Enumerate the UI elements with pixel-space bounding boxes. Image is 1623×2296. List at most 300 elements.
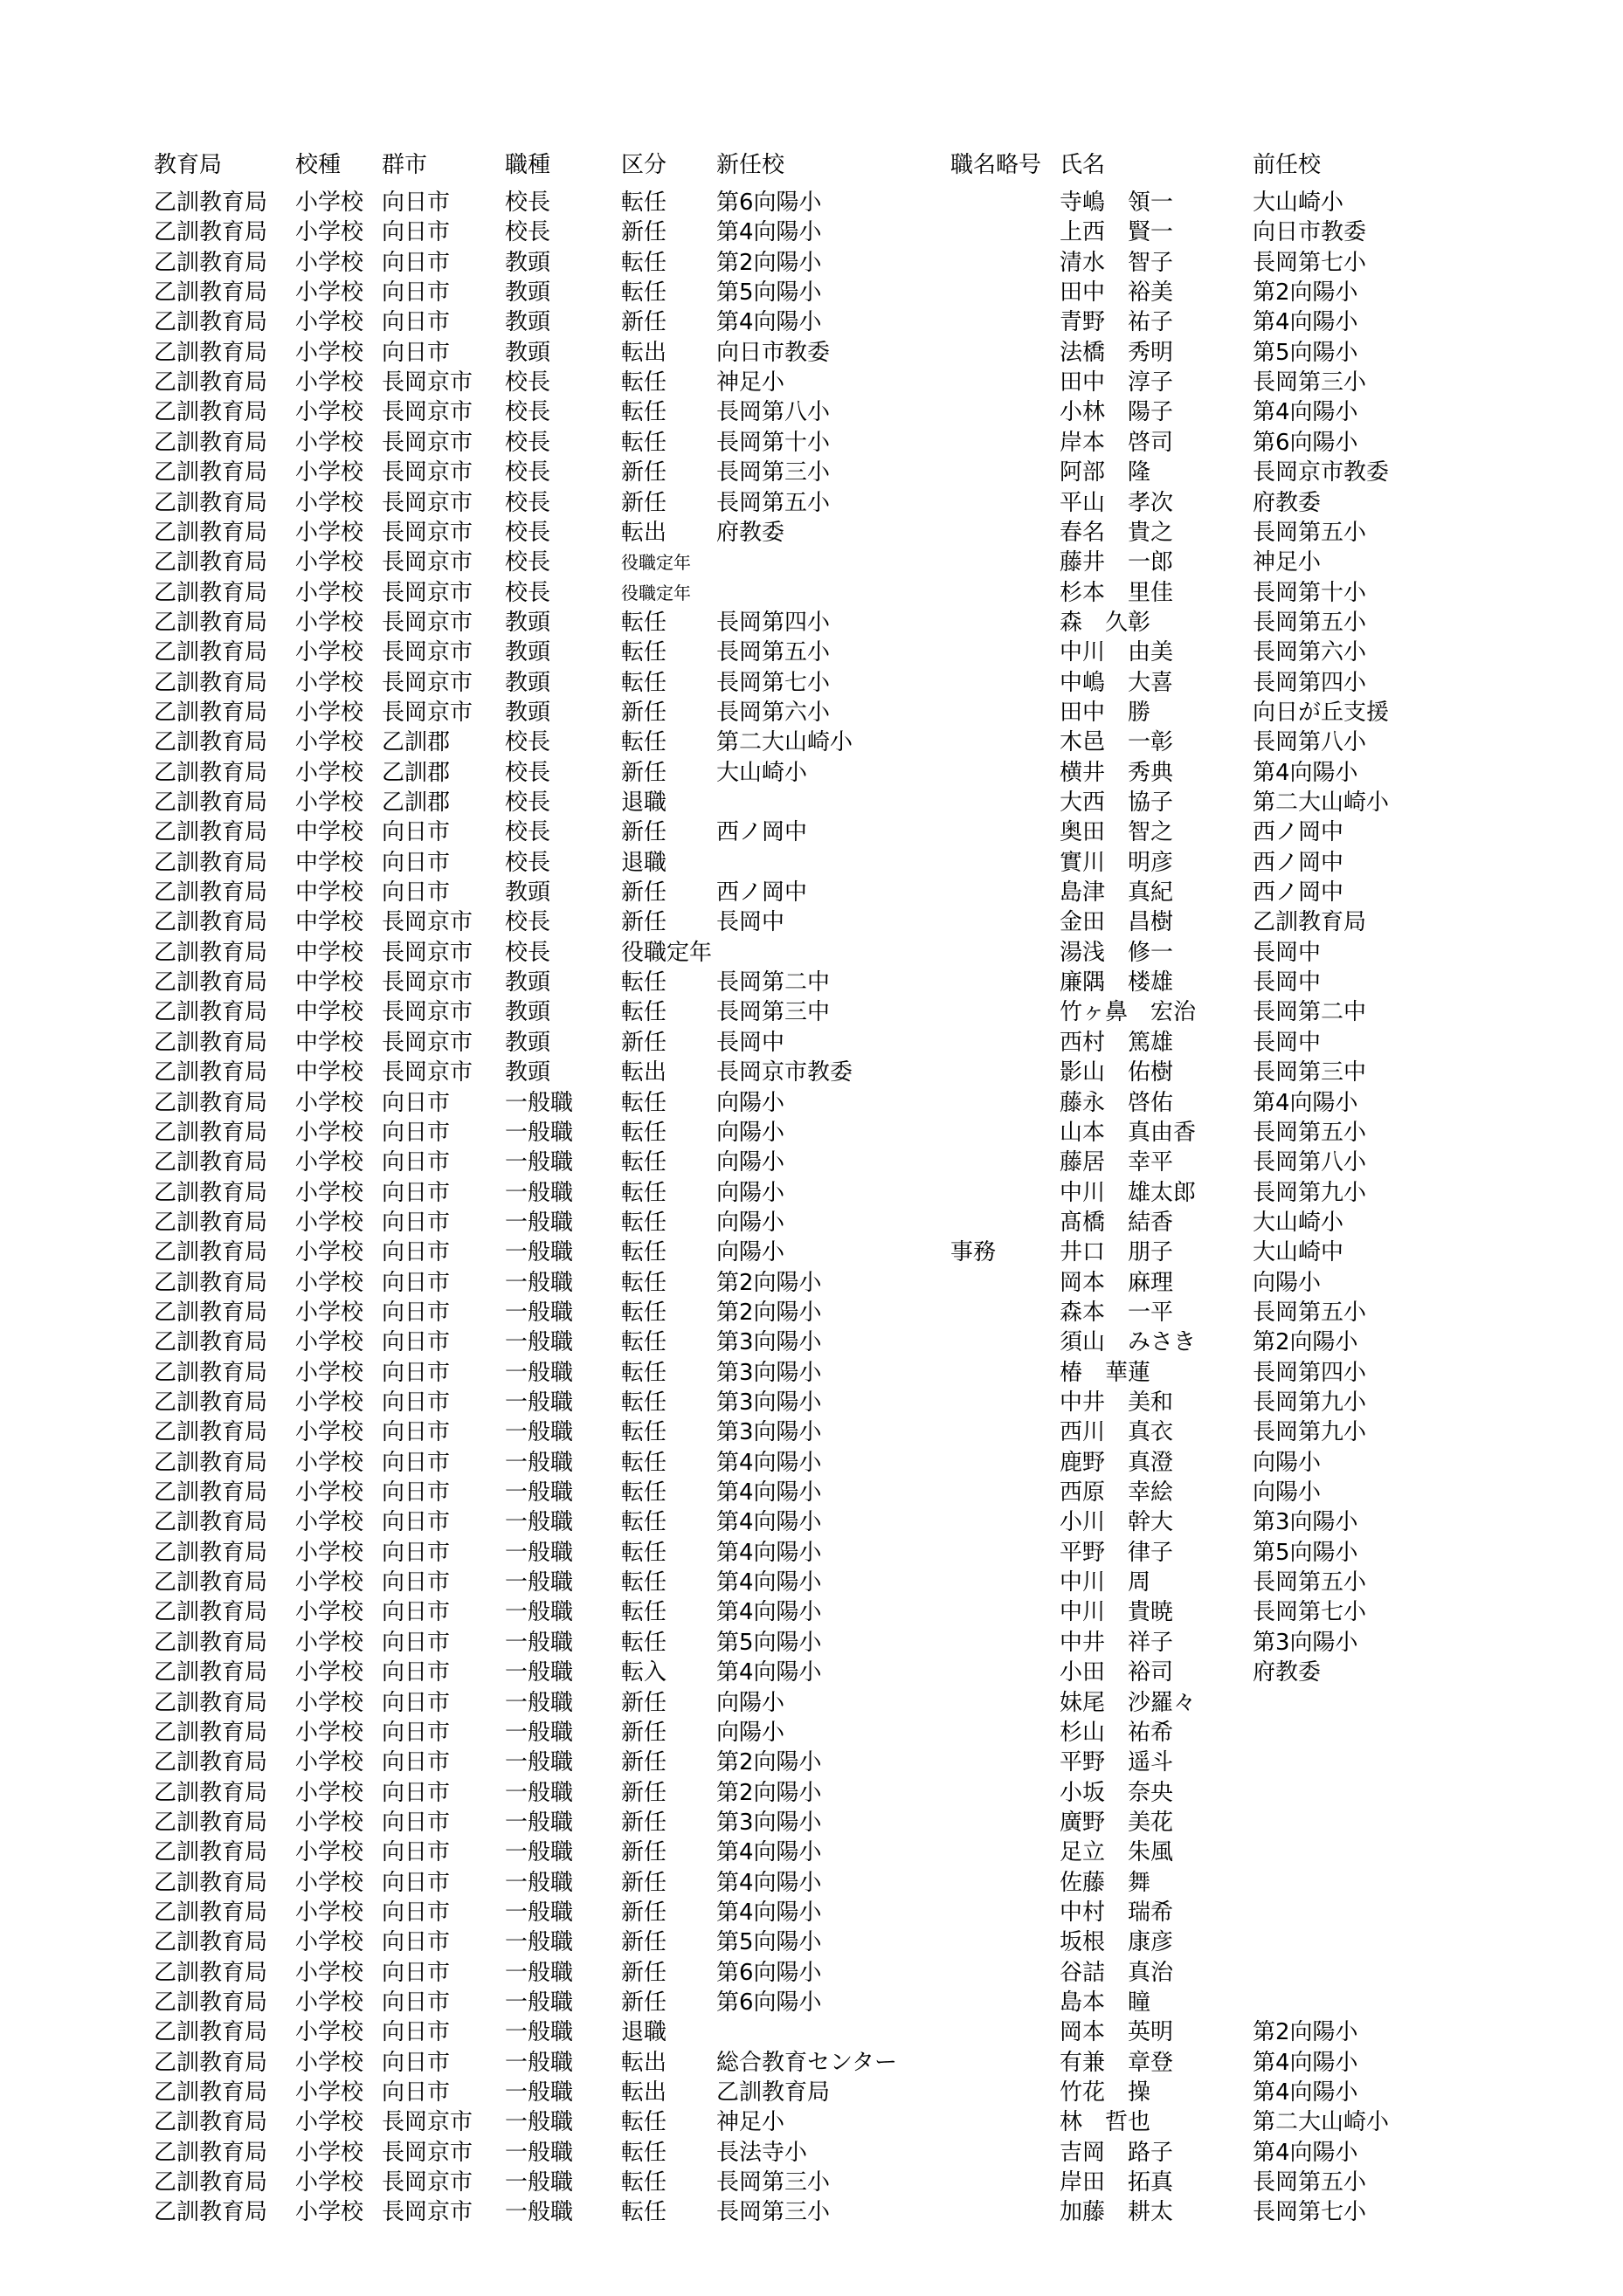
- col-name: 湯浅 修一: [1060, 940, 1174, 966]
- table-row: [0, 1088, 1623, 1118]
- col-previous-school: 長岡第五小: [1253, 1569, 1367, 1596]
- col-bureau: 乙訓教育局: [154, 909, 268, 935]
- col-previous-school: 第5向陽小: [1253, 340, 1358, 366]
- col-name: 吉岡 路子: [1060, 2140, 1174, 2166]
- col-bureau: 乙訓教育局: [154, 1659, 268, 1686]
- col-category: 転任: [621, 1149, 667, 1176]
- header-col-name: 氏名: [1060, 152, 1106, 178]
- col-bureau: 乙訓教育局: [154, 789, 268, 816]
- col-name: 山本 真由香: [1060, 1120, 1197, 1146]
- col-name: 春名 貴之: [1060, 520, 1174, 546]
- col-previous-school: 第二大山崎小: [1253, 2109, 1390, 2135]
- col-position: 一般職: [505, 2079, 574, 2106]
- col-school-type: 小学校: [295, 1720, 364, 1746]
- col-category: 転任: [621, 999, 667, 1025]
- col-category: 転出: [621, 520, 667, 546]
- col-position: 教頭: [505, 279, 551, 306]
- col-new-school: 第5向陽小: [716, 1929, 822, 1955]
- header-col-title-abbr: 職名略号: [950, 152, 1042, 178]
- col-school-type: 小学校: [295, 490, 364, 516]
- col-school-type: 小学校: [295, 549, 364, 576]
- col-previous-school: 長岡第五小: [1253, 520, 1367, 546]
- col-school-type: 小学校: [295, 1690, 364, 1716]
- table-row: [0, 1058, 1623, 1087]
- col-new-school: 第3向陽小: [716, 1329, 822, 1355]
- col-school-type: 小学校: [295, 2050, 364, 2076]
- col-new-school: 長岡第三中: [716, 999, 831, 1025]
- col-bureau: 乙訓教育局: [154, 1419, 268, 1445]
- col-position: 校長: [505, 760, 551, 786]
- table-row: [0, 248, 1623, 278]
- table-row: [0, 1327, 1623, 1357]
- col-position: 一般職: [505, 1090, 574, 1116]
- col-school-type: 小学校: [295, 279, 364, 306]
- col-municipality: 向日市: [382, 1569, 451, 1596]
- col-municipality: 向日市: [382, 279, 451, 306]
- col-position: 教頭: [505, 670, 551, 696]
- col-bureau: 乙訓教育局: [154, 1329, 268, 1355]
- col-name: 藤永 啓佑: [1060, 1090, 1174, 1116]
- col-school-type: 小学校: [295, 1599, 364, 1625]
- col-position: 一般職: [505, 1329, 574, 1355]
- col-school-type: 中学校: [295, 999, 364, 1025]
- col-new-school: 第4向陽小: [716, 1509, 822, 1535]
- col-municipality: 向日市: [382, 1989, 451, 2016]
- col-school-type: 小学校: [295, 1749, 364, 1775]
- table-row: [0, 817, 1623, 847]
- table-row: [0, 1748, 1623, 1777]
- col-name: 大西 協子: [1060, 789, 1174, 816]
- col-category: 転任: [621, 1479, 667, 1506]
- col-name: 金田 昌樹: [1060, 909, 1174, 935]
- col-position: 校長: [505, 219, 551, 245]
- col-category: 転任: [621, 1630, 667, 1656]
- table-row: [0, 397, 1623, 427]
- table-row: [0, 1268, 1623, 1298]
- col-municipality: 向日市: [382, 1090, 451, 1116]
- col-previous-school: 長岡第二中: [1253, 999, 1367, 1025]
- col-position: 校長: [505, 430, 551, 456]
- col-bureau: 乙訓教育局: [154, 1270, 268, 1296]
- col-position: 教頭: [505, 969, 551, 996]
- col-category: 転任: [621, 1239, 667, 1265]
- col-bureau: 乙訓教育局: [154, 1120, 268, 1146]
- col-new-school: 第2向陽小: [716, 1300, 822, 1326]
- col-category: 退職: [621, 789, 667, 816]
- table-row: [0, 1478, 1623, 1507]
- col-school-type: 小学校: [295, 1419, 364, 1445]
- col-bureau: 乙訓教育局: [154, 969, 268, 996]
- table-row: [0, 1298, 1623, 1327]
- col-municipality: 向日市: [382, 1870, 451, 1896]
- col-new-school: 神足小: [716, 369, 785, 396]
- col-new-school: 第4向陽小: [716, 1540, 822, 1566]
- header-col-bureau: 教育局: [154, 152, 223, 178]
- col-category: 転任: [621, 1450, 667, 1476]
- col-name: 上西 賢一: [1060, 219, 1174, 245]
- table-row: [0, 788, 1623, 817]
- col-category: 退職: [621, 2019, 667, 2045]
- col-school-type: 小学校: [295, 1989, 364, 2016]
- col-category: 転任: [621, 1540, 667, 1566]
- col-previous-school: 第4向陽小: [1253, 399, 1358, 425]
- col-previous-school: 第3向陽小: [1253, 1509, 1358, 1535]
- col-position: 一般職: [505, 1389, 574, 1416]
- col-position: 教頭: [505, 250, 551, 276]
- col-new-school: 第4向陽小: [716, 1900, 822, 1926]
- col-previous-school: 長岡第十小: [1253, 580, 1367, 606]
- col-school-type: 小学校: [295, 2199, 364, 2225]
- col-school-type: 小学校: [295, 670, 364, 696]
- col-position: 一般職: [505, 1630, 574, 1656]
- col-previous-school: 第6向陽小: [1253, 430, 1358, 456]
- col-bureau: 乙訓教育局: [154, 2019, 268, 2045]
- table-row: [0, 1808, 1623, 1837]
- col-previous-school: 長岡第七小: [1253, 250, 1367, 276]
- col-previous-school: 長岡京市教委: [1253, 459, 1390, 486]
- col-bureau: 乙訓教育局: [154, 2169, 268, 2196]
- table-row: [0, 2138, 1623, 2168]
- col-new-school: 第3向陽小: [716, 1389, 822, 1416]
- col-municipality: 乙訓郡: [382, 760, 451, 786]
- col-municipality: 向日市: [382, 190, 451, 216]
- col-school-type: 中学校: [295, 1030, 364, 1056]
- col-bureau: 乙訓教育局: [154, 610, 268, 636]
- table-row: [0, 1358, 1623, 1388]
- col-municipality: 向日市: [382, 1360, 451, 1386]
- col-name: 須山 みさき: [1060, 1329, 1197, 1355]
- col-new-school: 第2向陽小: [716, 250, 822, 276]
- col-school-type: 中学校: [295, 909, 364, 935]
- table-row: [0, 1538, 1623, 1568]
- table-row: [0, 2017, 1623, 2047]
- col-municipality: 長岡京市: [382, 909, 473, 935]
- col-name: 島本 瞳: [1060, 1989, 1151, 2016]
- col-municipality: 向日市: [382, 1509, 451, 1535]
- col-category: 転任: [621, 610, 667, 636]
- table-row: [0, 938, 1623, 968]
- col-bureau: 乙訓教育局: [154, 580, 268, 606]
- col-category: 新任: [621, 1810, 667, 1836]
- col-previous-school: 神足小: [1253, 549, 1322, 576]
- col-position: 校長: [505, 459, 551, 486]
- col-category: 転任: [621, 250, 667, 276]
- col-name: 横井 秀典: [1060, 760, 1174, 786]
- col-category: 転任: [621, 1419, 667, 1445]
- col-category: 転出: [621, 1059, 667, 1086]
- col-category: 新任: [621, 1030, 667, 1056]
- col-category: 役職定年: [621, 583, 691, 603]
- col-school-type: 小学校: [295, 430, 364, 456]
- col-previous-school: 第4向陽小: [1253, 309, 1358, 335]
- col-school-type: 小学校: [295, 1300, 364, 1326]
- col-previous-school: 長岡第九小: [1253, 1389, 1367, 1416]
- col-title-abbr: 事務: [950, 1239, 997, 1265]
- col-previous-school: 向日市教委: [1253, 219, 1367, 245]
- header-col-school-type: 校種: [295, 152, 342, 178]
- col-school-type: 小学校: [295, 399, 364, 425]
- col-position: 一般職: [505, 1749, 574, 1775]
- col-name: 小坂 奈央: [1060, 1780, 1174, 1806]
- col-school-type: 小学校: [295, 1509, 364, 1535]
- col-position: 一般職: [505, 1720, 574, 1746]
- col-bureau: 乙訓教育局: [154, 940, 268, 966]
- col-position: 校長: [505, 490, 551, 516]
- col-bureau: 乙訓教育局: [154, 2109, 268, 2135]
- col-school-type: 小学校: [295, 250, 364, 276]
- col-previous-school: 第4向陽小: [1253, 1090, 1358, 1116]
- table-row: [0, 997, 1623, 1027]
- col-name: 中嶋 大喜: [1060, 670, 1174, 696]
- col-school-type: 小学校: [295, 1210, 364, 1236]
- col-municipality: 向日市: [382, 1270, 451, 1296]
- col-category: 転任: [621, 1180, 667, 1206]
- col-bureau: 乙訓教育局: [154, 2050, 268, 2076]
- table-row: [0, 1837, 1623, 1867]
- col-new-school: 第5向陽小: [716, 1630, 822, 1656]
- table-row: [0, 1178, 1623, 1208]
- col-school-type: 小学校: [295, 1090, 364, 1116]
- col-municipality: 向日市: [382, 1149, 451, 1176]
- col-school-type: 小学校: [295, 639, 364, 665]
- col-municipality: 長岡京市: [382, 399, 473, 425]
- col-new-school: 長岡第三小: [716, 459, 831, 486]
- col-new-school: 第3向陽小: [716, 1810, 822, 1836]
- col-position: 一般職: [505, 2109, 574, 2135]
- col-bureau: 乙訓教育局: [154, 819, 268, 845]
- col-new-school: 第6向陽小: [716, 1960, 822, 1986]
- col-bureau: 乙訓教育局: [154, 850, 268, 876]
- table-row: [0, 698, 1623, 727]
- col-name: 藤井 一郎: [1060, 549, 1174, 576]
- col-previous-school: 向陽小: [1253, 1479, 1322, 1506]
- col-bureau: 乙訓教育局: [154, 670, 268, 696]
- col-name: 竹ヶ鼻 宏治: [1060, 999, 1197, 1025]
- col-school-type: 小学校: [295, 459, 364, 486]
- col-municipality: 向日市: [382, 340, 451, 366]
- col-bureau: 乙訓教育局: [154, 309, 268, 335]
- col-municipality: 向日市: [382, 1419, 451, 1445]
- col-school-type: 小学校: [295, 729, 364, 755]
- col-bureau: 乙訓教育局: [154, 700, 268, 726]
- col-school-type: 小学校: [295, 1329, 364, 1355]
- table-row: [0, 1028, 1623, 1058]
- col-municipality: 長岡京市: [382, 430, 473, 456]
- col-category: 新任: [621, 909, 667, 935]
- col-position: 一般職: [505, 1810, 574, 1836]
- col-municipality: 向日市: [382, 1780, 451, 1806]
- col-name: 森本 一平: [1060, 1300, 1174, 1326]
- col-new-school: 第4向陽小: [716, 1479, 822, 1506]
- col-position: 校長: [505, 789, 551, 816]
- table-row: [0, 848, 1623, 878]
- col-municipality: 向日市: [382, 850, 451, 876]
- col-category: 役職定年: [621, 552, 691, 573]
- col-new-school: 長岡中: [716, 1030, 785, 1056]
- col-municipality: 向日市: [382, 1659, 451, 1686]
- col-municipality: 長岡京市: [382, 549, 473, 576]
- col-new-school: 第2向陽小: [716, 1749, 822, 1775]
- col-new-school: 第二大山崎小: [716, 729, 853, 755]
- col-bureau: 乙訓教育局: [154, 459, 268, 486]
- table-row: [0, 1778, 1623, 1808]
- col-municipality: 長岡京市: [382, 2199, 473, 2225]
- col-previous-school: 第4向陽小: [1253, 2140, 1358, 2166]
- col-previous-school: 第2向陽小: [1253, 1329, 1358, 1355]
- col-school-type: 小学校: [295, 610, 364, 636]
- col-previous-school: 長岡第四小: [1253, 1360, 1367, 1386]
- col-school-type: 小学校: [295, 1120, 364, 1146]
- col-bureau: 乙訓教育局: [154, 1960, 268, 1986]
- col-bureau: 乙訓教育局: [154, 1450, 268, 1476]
- col-position: 一般職: [505, 1569, 574, 1596]
- col-category: 新任: [621, 700, 667, 726]
- col-category: 新任: [621, 1749, 667, 1775]
- col-new-school: 長岡第五小: [716, 639, 831, 665]
- col-new-school: 神足小: [716, 2109, 785, 2135]
- col-bureau: 乙訓教育局: [154, 549, 268, 576]
- col-position: 教頭: [505, 700, 551, 726]
- col-previous-school: 長岡第六小: [1253, 639, 1367, 665]
- col-bureau: 乙訓教育局: [154, 1810, 268, 1836]
- col-school-type: 小学校: [295, 1659, 364, 1686]
- col-school-type: 小学校: [295, 1149, 364, 1176]
- col-category: 転任: [621, 1389, 667, 1416]
- col-municipality: 向日市: [382, 1900, 451, 1926]
- col-new-school: 向陽小: [716, 1149, 785, 1176]
- col-category: 新任: [621, 219, 667, 245]
- col-municipality: 長岡京市: [382, 369, 473, 396]
- col-bureau: 乙訓教育局: [154, 1389, 268, 1416]
- col-name: 小川 幹大: [1060, 1509, 1174, 1535]
- col-municipality: 長岡京市: [382, 610, 473, 636]
- col-position: 一般職: [505, 1509, 574, 1535]
- col-name: 岡本 麻理: [1060, 1270, 1174, 1296]
- col-category: 転任: [621, 639, 667, 665]
- col-position: 校長: [505, 819, 551, 845]
- col-municipality: 向日市: [382, 1540, 451, 1566]
- col-new-school: 向陽小: [716, 1090, 785, 1116]
- col-previous-school: 向陽小: [1253, 1450, 1322, 1476]
- col-bureau: 乙訓教育局: [154, 1540, 268, 1566]
- table-row: [0, 1118, 1623, 1148]
- col-new-school: 西ノ岡中: [716, 879, 808, 906]
- table-row: [0, 1417, 1623, 1447]
- col-municipality: 向日市: [382, 819, 451, 845]
- col-name: 髙橋 結香: [1060, 1210, 1174, 1236]
- col-category: 退職: [621, 850, 667, 876]
- col-previous-school: 長岡第九小: [1253, 1180, 1367, 1206]
- col-position: 一般職: [505, 1149, 574, 1176]
- col-category: 転任: [621, 399, 667, 425]
- table-row: [0, 458, 1623, 487]
- col-municipality: 向日市: [382, 1389, 451, 1416]
- col-position: 一般職: [505, 1780, 574, 1806]
- col-bureau: 乙訓教育局: [154, 250, 268, 276]
- col-name: 足立 朱風: [1060, 1839, 1174, 1865]
- col-category: 転任: [621, 1329, 667, 1355]
- col-municipality: 向日市: [382, 879, 451, 906]
- col-previous-school: 第5向陽小: [1253, 1540, 1358, 1566]
- col-position: 校長: [505, 399, 551, 425]
- col-new-school: 長岡第三小: [716, 2199, 831, 2225]
- col-municipality: 向日市: [382, 1329, 451, 1355]
- col-previous-school: 長岡第三小: [1253, 369, 1367, 396]
- col-municipality: 向日市: [382, 250, 451, 276]
- col-position: 教頭: [505, 879, 551, 906]
- col-bureau: 乙訓教育局: [154, 999, 268, 1025]
- col-position: 校長: [505, 940, 551, 966]
- col-position: 一般職: [505, 2140, 574, 2166]
- table-row: [0, 1238, 1623, 1267]
- col-previous-school: 第4向陽小: [1253, 2079, 1358, 2106]
- col-position: 一般職: [505, 1599, 574, 1625]
- col-category: 新任: [621, 1989, 667, 2016]
- col-bureau: 乙訓教育局: [154, 1599, 268, 1625]
- col-name: 岡本 英明: [1060, 2019, 1174, 2045]
- col-municipality: 向日市: [382, 1210, 451, 1236]
- col-previous-school: 府教委: [1253, 1659, 1322, 1686]
- table-row: [0, 1148, 1623, 1177]
- table-row: [0, 1568, 1623, 1597]
- col-municipality: 向日市: [382, 1479, 451, 1506]
- col-bureau: 乙訓教育局: [154, 2140, 268, 2166]
- col-school-type: 小学校: [295, 789, 364, 816]
- col-previous-school: 第3向陽小: [1253, 1630, 1358, 1656]
- col-municipality: 向日市: [382, 1839, 451, 1865]
- col-bureau: 乙訓教育局: [154, 1690, 268, 1716]
- col-previous-school: 長岡第四小: [1253, 670, 1367, 696]
- col-previous-school: 第二大山崎小: [1253, 789, 1390, 816]
- col-name: 坂根 康彦: [1060, 1929, 1174, 1955]
- col-position: 一般職: [505, 1239, 574, 1265]
- col-category: 転任: [621, 1300, 667, 1326]
- header-col-new-school: 新任校: [716, 152, 785, 178]
- col-previous-school: 長岡第八小: [1253, 729, 1367, 755]
- col-municipality: 長岡京市: [382, 639, 473, 665]
- col-school-type: 小学校: [295, 2019, 364, 2045]
- col-bureau: 乙訓教育局: [154, 1839, 268, 1865]
- col-municipality: 長岡京市: [382, 2140, 473, 2166]
- col-name: 谷詰 真治: [1060, 1960, 1174, 1986]
- col-bureau: 乙訓教育局: [154, 490, 268, 516]
- col-school-type: 小学校: [295, 190, 364, 216]
- col-new-school: 向陽小: [716, 1690, 785, 1716]
- col-position: 教頭: [505, 610, 551, 636]
- col-school-type: 小学校: [295, 1960, 364, 1986]
- col-municipality: 向日市: [382, 1630, 451, 1656]
- col-name: 青野 祐子: [1060, 309, 1174, 335]
- col-name: 林 哲也: [1060, 2109, 1151, 2135]
- col-municipality: 向日市: [382, 2050, 451, 2076]
- col-name: 平野 遥斗: [1060, 1749, 1174, 1775]
- col-category: 転任: [621, 2169, 667, 2196]
- col-bureau: 乙訓教育局: [154, 2199, 268, 2225]
- col-new-school: 長岡第六小: [716, 700, 831, 726]
- col-municipality: 向日市: [382, 309, 451, 335]
- col-school-type: 小学校: [295, 1810, 364, 1836]
- col-category: 新任: [621, 1839, 667, 1865]
- col-school-type: 小学校: [295, 2109, 364, 2135]
- col-category: 新任: [621, 1780, 667, 1806]
- col-position: 一般職: [505, 1900, 574, 1926]
- col-bureau: 乙訓教育局: [154, 760, 268, 786]
- col-name: 竹花 操: [1060, 2079, 1151, 2106]
- col-position: 校長: [505, 369, 551, 396]
- col-school-type: 小学校: [295, 219, 364, 245]
- col-school-type: 中学校: [295, 819, 364, 845]
- col-bureau: 乙訓教育局: [154, 1509, 268, 1535]
